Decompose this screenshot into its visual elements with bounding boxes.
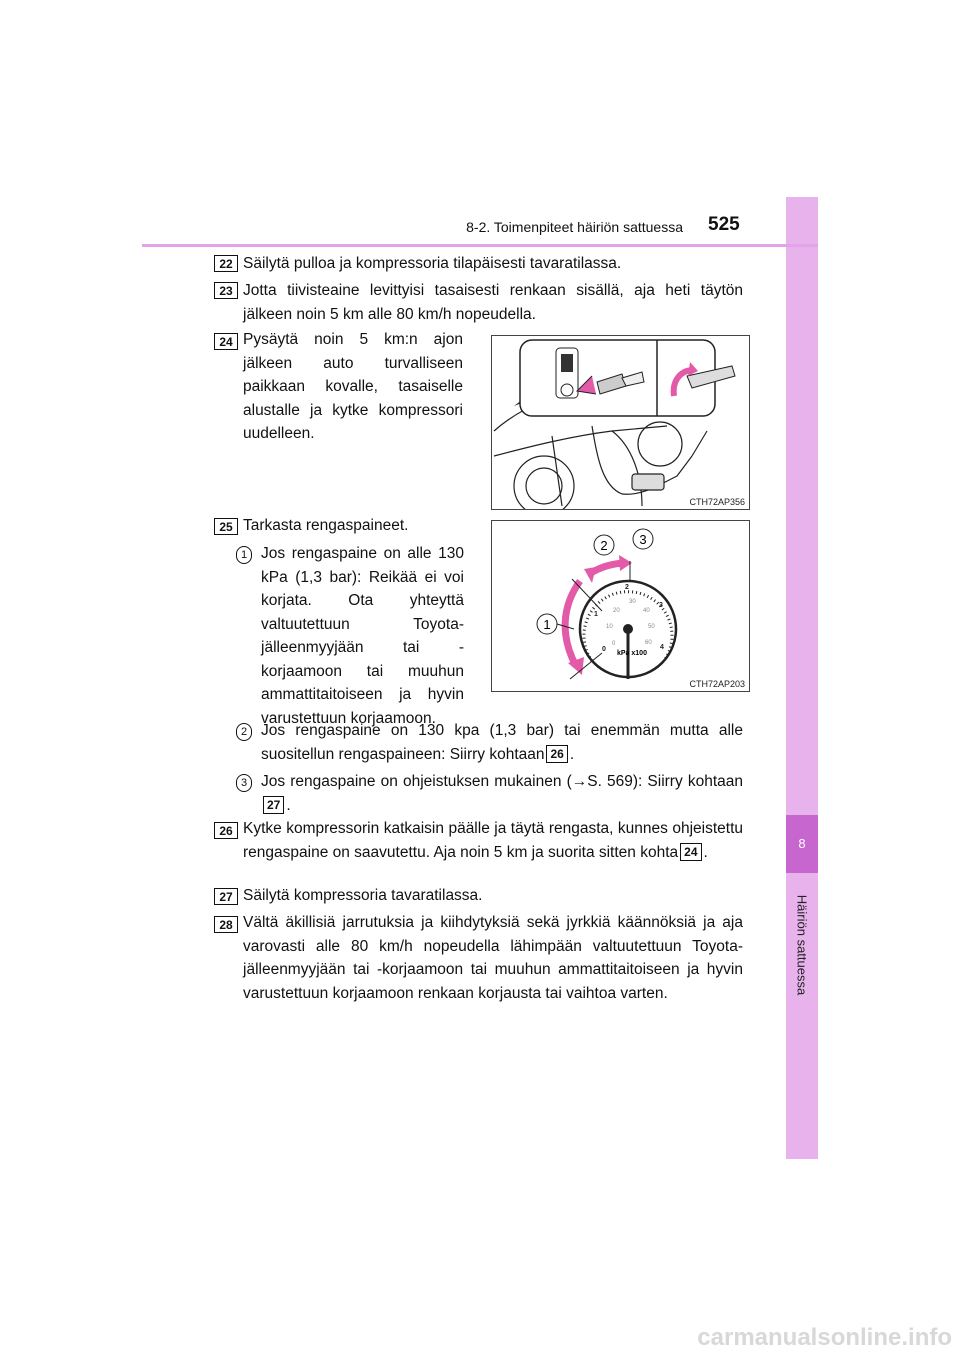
- step-number-22: 22: [214, 255, 238, 272]
- gauge-inner-tick-50: 50: [648, 624, 655, 630]
- gauge-callout-3: 3: [639, 532, 647, 547]
- step-text-22: Säilytä pulloa ja kompressoria tilapäisesti tavaratilassa.: [243, 255, 622, 272]
- substep-text-3: Jos rengaspaine on ohjeistuksen mukainen (→S. 569): Siirry kohtaan27 .: [261, 773, 743, 814]
- substep-number-3: 3: [236, 774, 252, 792]
- substep-number-1: 1: [236, 546, 252, 564]
- gauge-outer-tick-0: 0: [602, 646, 606, 653]
- pressure-gauge-illustration: [492, 521, 749, 691]
- step-reference-27[interactable]: 27: [263, 796, 284, 814]
- gauge-inner-tick-10: 10: [606, 624, 613, 630]
- step-number-24: 24: [214, 333, 238, 350]
- gauge-unit-label: kPa x100: [617, 650, 647, 657]
- gauge-inner-tick-0: 0: [612, 641, 616, 647]
- substep-text-1: Jos rengaspaine on alle 130 kPa (1,3 bar): Reikää ei voi korjata. Ota yhteyttä valtuutettuun Toyota-jälleenmyyjään tai -korjaamoon tai muuhun ammattitaitoiseen ja hyvin varustettuun korjaamoon.: [261, 545, 464, 727]
- section-title: 8-2. Toimenpiteet häiriön sattuessa: [466, 219, 683, 235]
- gauge-inner-tick-30: 30: [629, 599, 636, 605]
- gauge-callout-2: 2: [600, 538, 608, 553]
- step-number-25: 25: [214, 518, 238, 535]
- gauge-outer-tick-4: 4: [660, 644, 664, 651]
- step-text-27: Säilytä kompressoria tavaratilassa.: [243, 887, 483, 904]
- gauge-outer-tick-3: 3: [659, 602, 663, 609]
- page-number: 525: [708, 214, 740, 235]
- substep-number-2: 2: [236, 723, 252, 741]
- chapter-label: Häiriön sattuessa: [794, 894, 810, 996]
- step-text-28: Vältä äkillisiä jarrutuksia ja kiihdytyksiä sekä jyrkkiä käännöksiä ja aja varovasti alle 80 km/h nopeudella lähimpään valtuutettuun Toyota-jälleenmyyjään tai -korjaamoon tai muuhun ammattitaitoiseen ja hyvin varustettuun korjaamoon renkaan korjausta tai vaihtoa varten.: [243, 914, 743, 1002]
- pressure-gauge-figure: [491, 520, 750, 692]
- header-divider: [142, 244, 818, 247]
- step-text-26: Kytke kompressorin katkaisin päälle ja täytä rengasta, kunnes ohjeistettu rengaspaine on saavutettu. Aja noin 5 km ja suorita sitten kohta 24 .: [243, 820, 743, 861]
- watermark-url: carmanualsonline.info: [697, 1324, 952, 1351]
- gauge-outer-tick-1: 1: [594, 611, 598, 618]
- substep-text-2: Jos rengaspaine on 130 kpa (1,3 bar) tai enemmän mutta alle suositellun rengaspaineen: Siirry kohtaan 26 .: [261, 722, 743, 763]
- gauge-inner-tick-60: 60: [645, 640, 652, 646]
- step-number-27: 27: [214, 888, 238, 905]
- gauge-inner-tick-20: 20: [613, 608, 620, 614]
- step-text-23: Jotta tiivisteaine levittyisi tasaisesti renkaan sisällä, aja heti täytön jälkeen noin 5 km alle 80 km/h nopeudella.: [243, 282, 743, 323]
- step-number-26: 26: [214, 822, 238, 839]
- step-number-28: 28: [214, 916, 238, 933]
- step-text-25: Tarkasta rengaspaineet.: [243, 517, 409, 534]
- chapter-number-badge: 8: [786, 815, 818, 873]
- gauge-callout-1: 1: [543, 617, 551, 632]
- step-number-23: 23: [214, 282, 238, 299]
- gauge-outer-tick-2: 2: [625, 584, 629, 591]
- chapter-side-tab: [786, 197, 818, 1159]
- car-compressor-illustration: [492, 336, 749, 509]
- figure-code: CTH72AP203: [689, 679, 745, 689]
- step-reference-24[interactable]: 24: [680, 843, 701, 861]
- step-text-24: Pysäytä noin 5 km:n ajon jälkeen auto turvalliseen paikkaan kovalle, tasaiselle alustalle ja kytke kompressori uudelleen.: [243, 331, 463, 442]
- compressor-reconnect-figure: [491, 335, 750, 510]
- step-reference-26[interactable]: 26: [546, 745, 567, 763]
- figure-code: CTH72AP356: [689, 497, 745, 507]
- gauge-inner-tick-40: 40: [643, 608, 650, 614]
